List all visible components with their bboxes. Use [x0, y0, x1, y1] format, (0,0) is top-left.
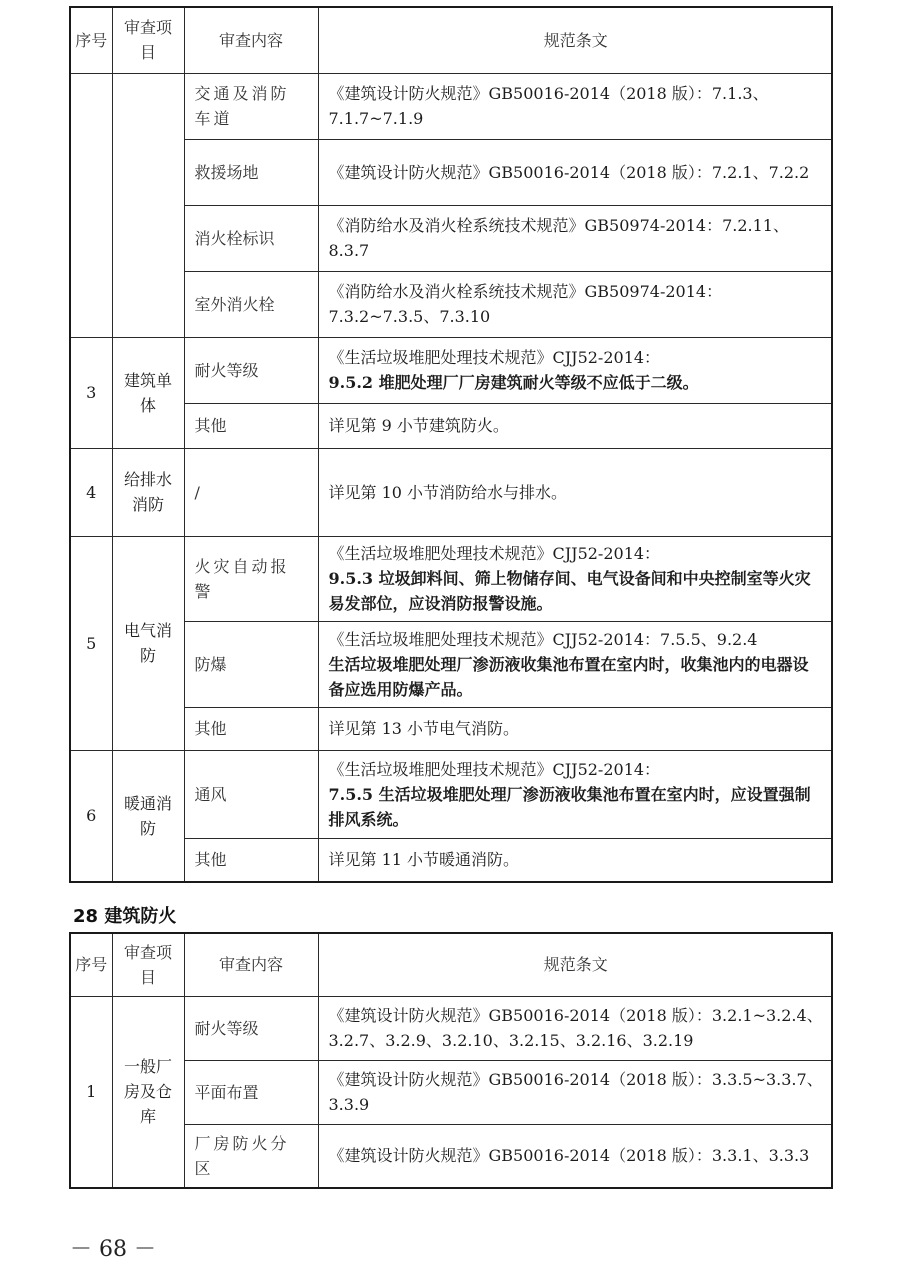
- item-cell: 电气消防: [112, 536, 184, 750]
- spec-cell: 《建筑设计防火规范》GB50016-2014（2018 版）：7.2.1、7.2.2: [318, 139, 832, 205]
- spec-source: 《生活垃圾堆肥处理技术规范》CJJ52-2014：: [328, 759, 661, 779]
- content-cell: 交通及消防车道: [184, 73, 318, 139]
- table-row: [70, 996, 832, 1060]
- spec-cell: [318, 750, 832, 838]
- content-cell: /: [184, 448, 318, 536]
- spec-cell: 《建筑设计防火规范》GB50016-2014（2018 版）：3.3.1、3.3.3: [318, 1124, 832, 1188]
- table-row: [70, 838, 832, 882]
- spec-clause-bold: 9.5.2 堆肥处理厂厂房建筑耐火等级不应低于二级。: [328, 373, 699, 392]
- content-cell: 救援场地: [184, 139, 318, 205]
- spec-cell: [318, 621, 832, 707]
- content-cell: 防爆: [184, 621, 318, 707]
- table-row: [70, 448, 832, 536]
- header-spec: 规范条文: [318, 933, 832, 996]
- table-row: [70, 73, 832, 139]
- header-content: 审查内容: [184, 933, 318, 996]
- content-cell: 其他: [184, 403, 318, 448]
- page-number: － 68 －: [70, 1237, 156, 1262]
- spec-cell: [318, 536, 832, 621]
- seq-cell: 5: [70, 536, 112, 750]
- spec-cell: 详见第 10 小节消防给水与排水。: [318, 448, 832, 536]
- spec-source: 《生活垃圾堆肥处理技术规范》CJJ52-2014：: [328, 348, 661, 367]
- table-row: [70, 271, 832, 337]
- item-cell: 建筑单体: [112, 337, 184, 448]
- spec-clause-bold: 生活垃圾堆肥处理厂渗沥液收集池布置在室内时，收集池内的电器设备应选用防爆产品。: [328, 654, 809, 699]
- spec-cell: 《建筑设计防火规范》GB50016-2014（2018 版）：7.1.3、7.1.7~7.1.9: [318, 73, 832, 139]
- spec-cell: 《建筑设计防火规范》GB50016-2014（2018 版）：3.2.1~3.2.4、3.2.7、3.2.9、3.2.10、3.2.15、3.2.16、3.2.19: [318, 996, 832, 1060]
- content-cell: 通风: [184, 750, 318, 838]
- seq-cell-empty: [70, 73, 112, 337]
- fire-review-table-continued: [69, 6, 833, 883]
- seq-cell: 1: [70, 996, 112, 1188]
- spec-cell: 《建筑设计防火规范》GB50016-2014（2018 版）：3.3.5~3.3.7、3.3.9: [318, 1060, 832, 1124]
- seq-cell: 4: [70, 448, 112, 536]
- table-row: [70, 621, 832, 707]
- table-row: [70, 536, 832, 621]
- item-cell-empty: [112, 73, 184, 337]
- item-cell: 暖通消防: [112, 750, 184, 882]
- spec-cell: 详见第 13 小节电气消防。: [318, 707, 832, 750]
- table-row: [70, 139, 832, 205]
- content-cell: 其他: [184, 838, 318, 882]
- table-row: [70, 707, 832, 750]
- spec-cell: 《消防给水及消火栓系统技术规范》GB50974-2014：7.3.2~7.3.5、7.3.10: [318, 271, 832, 337]
- header-seq: 序号: [70, 7, 112, 73]
- section-title: 28 建筑防火: [73, 906, 177, 927]
- item-cell: 一般厂房及仓库: [112, 996, 184, 1188]
- content-cell: 耐火等级: [184, 996, 318, 1060]
- spec-clause-bold: 9.5.3 垃圾卸料间、筛上物储存间、电气设备间和中央控制室等火灾易发部位，应设消防报警设施。: [328, 569, 811, 613]
- content-cell: 消火栓标识: [184, 205, 318, 271]
- header-seq: 序号: [70, 933, 112, 996]
- spec-cell: 详见第 9 小节建筑防火。: [318, 403, 832, 448]
- table-row: [70, 1060, 832, 1124]
- seq-cell: 3: [70, 337, 112, 448]
- header-content: 审查内容: [184, 7, 318, 73]
- table-row: [70, 205, 832, 271]
- spec-cell: 详见第 11 小节暖通消防。: [318, 838, 832, 882]
- table-row: [70, 1124, 832, 1188]
- table-row: [70, 337, 832, 403]
- header-spec: 规范条文: [318, 7, 832, 73]
- spec-source: 《生活垃圾堆肥处理技术规范》CJJ52-2014：: [328, 544, 661, 563]
- seq-cell: 6: [70, 750, 112, 882]
- spec-cell: 《消防给水及消火栓系统技术规范》GB50974-2014：7.2.11、8.3.7: [318, 205, 832, 271]
- table-row: [70, 403, 832, 448]
- building-fire-protection-table: [69, 932, 833, 1189]
- item-cell: 给排水消防: [112, 448, 184, 536]
- table-row: [70, 750, 832, 838]
- content-cell: 耐火等级: [184, 337, 318, 403]
- content-cell: 厂房防火分区: [184, 1124, 318, 1188]
- spec-clause-bold: 7.5.5 生活垃圾堆肥处理厂渗沥液收集池布置在室内时，应设置强制排风系统。: [328, 784, 811, 829]
- spec-source: 《生活垃圾堆肥处理技术规范》CJJ52-2014：7.5.5、9.2.4: [328, 629, 758, 649]
- content-cell: 室外消火栓: [184, 271, 318, 337]
- content-cell: 火灾自动报警: [184, 536, 318, 621]
- spec-cell: [318, 337, 832, 403]
- content-cell: 平面布置: [184, 1060, 318, 1124]
- table-header-row: [70, 933, 832, 996]
- header-item: 审查项目: [112, 933, 184, 996]
- table-header-row: [70, 7, 832, 73]
- header-item: 审查项目: [112, 7, 184, 73]
- content-cell: 其他: [184, 707, 318, 750]
